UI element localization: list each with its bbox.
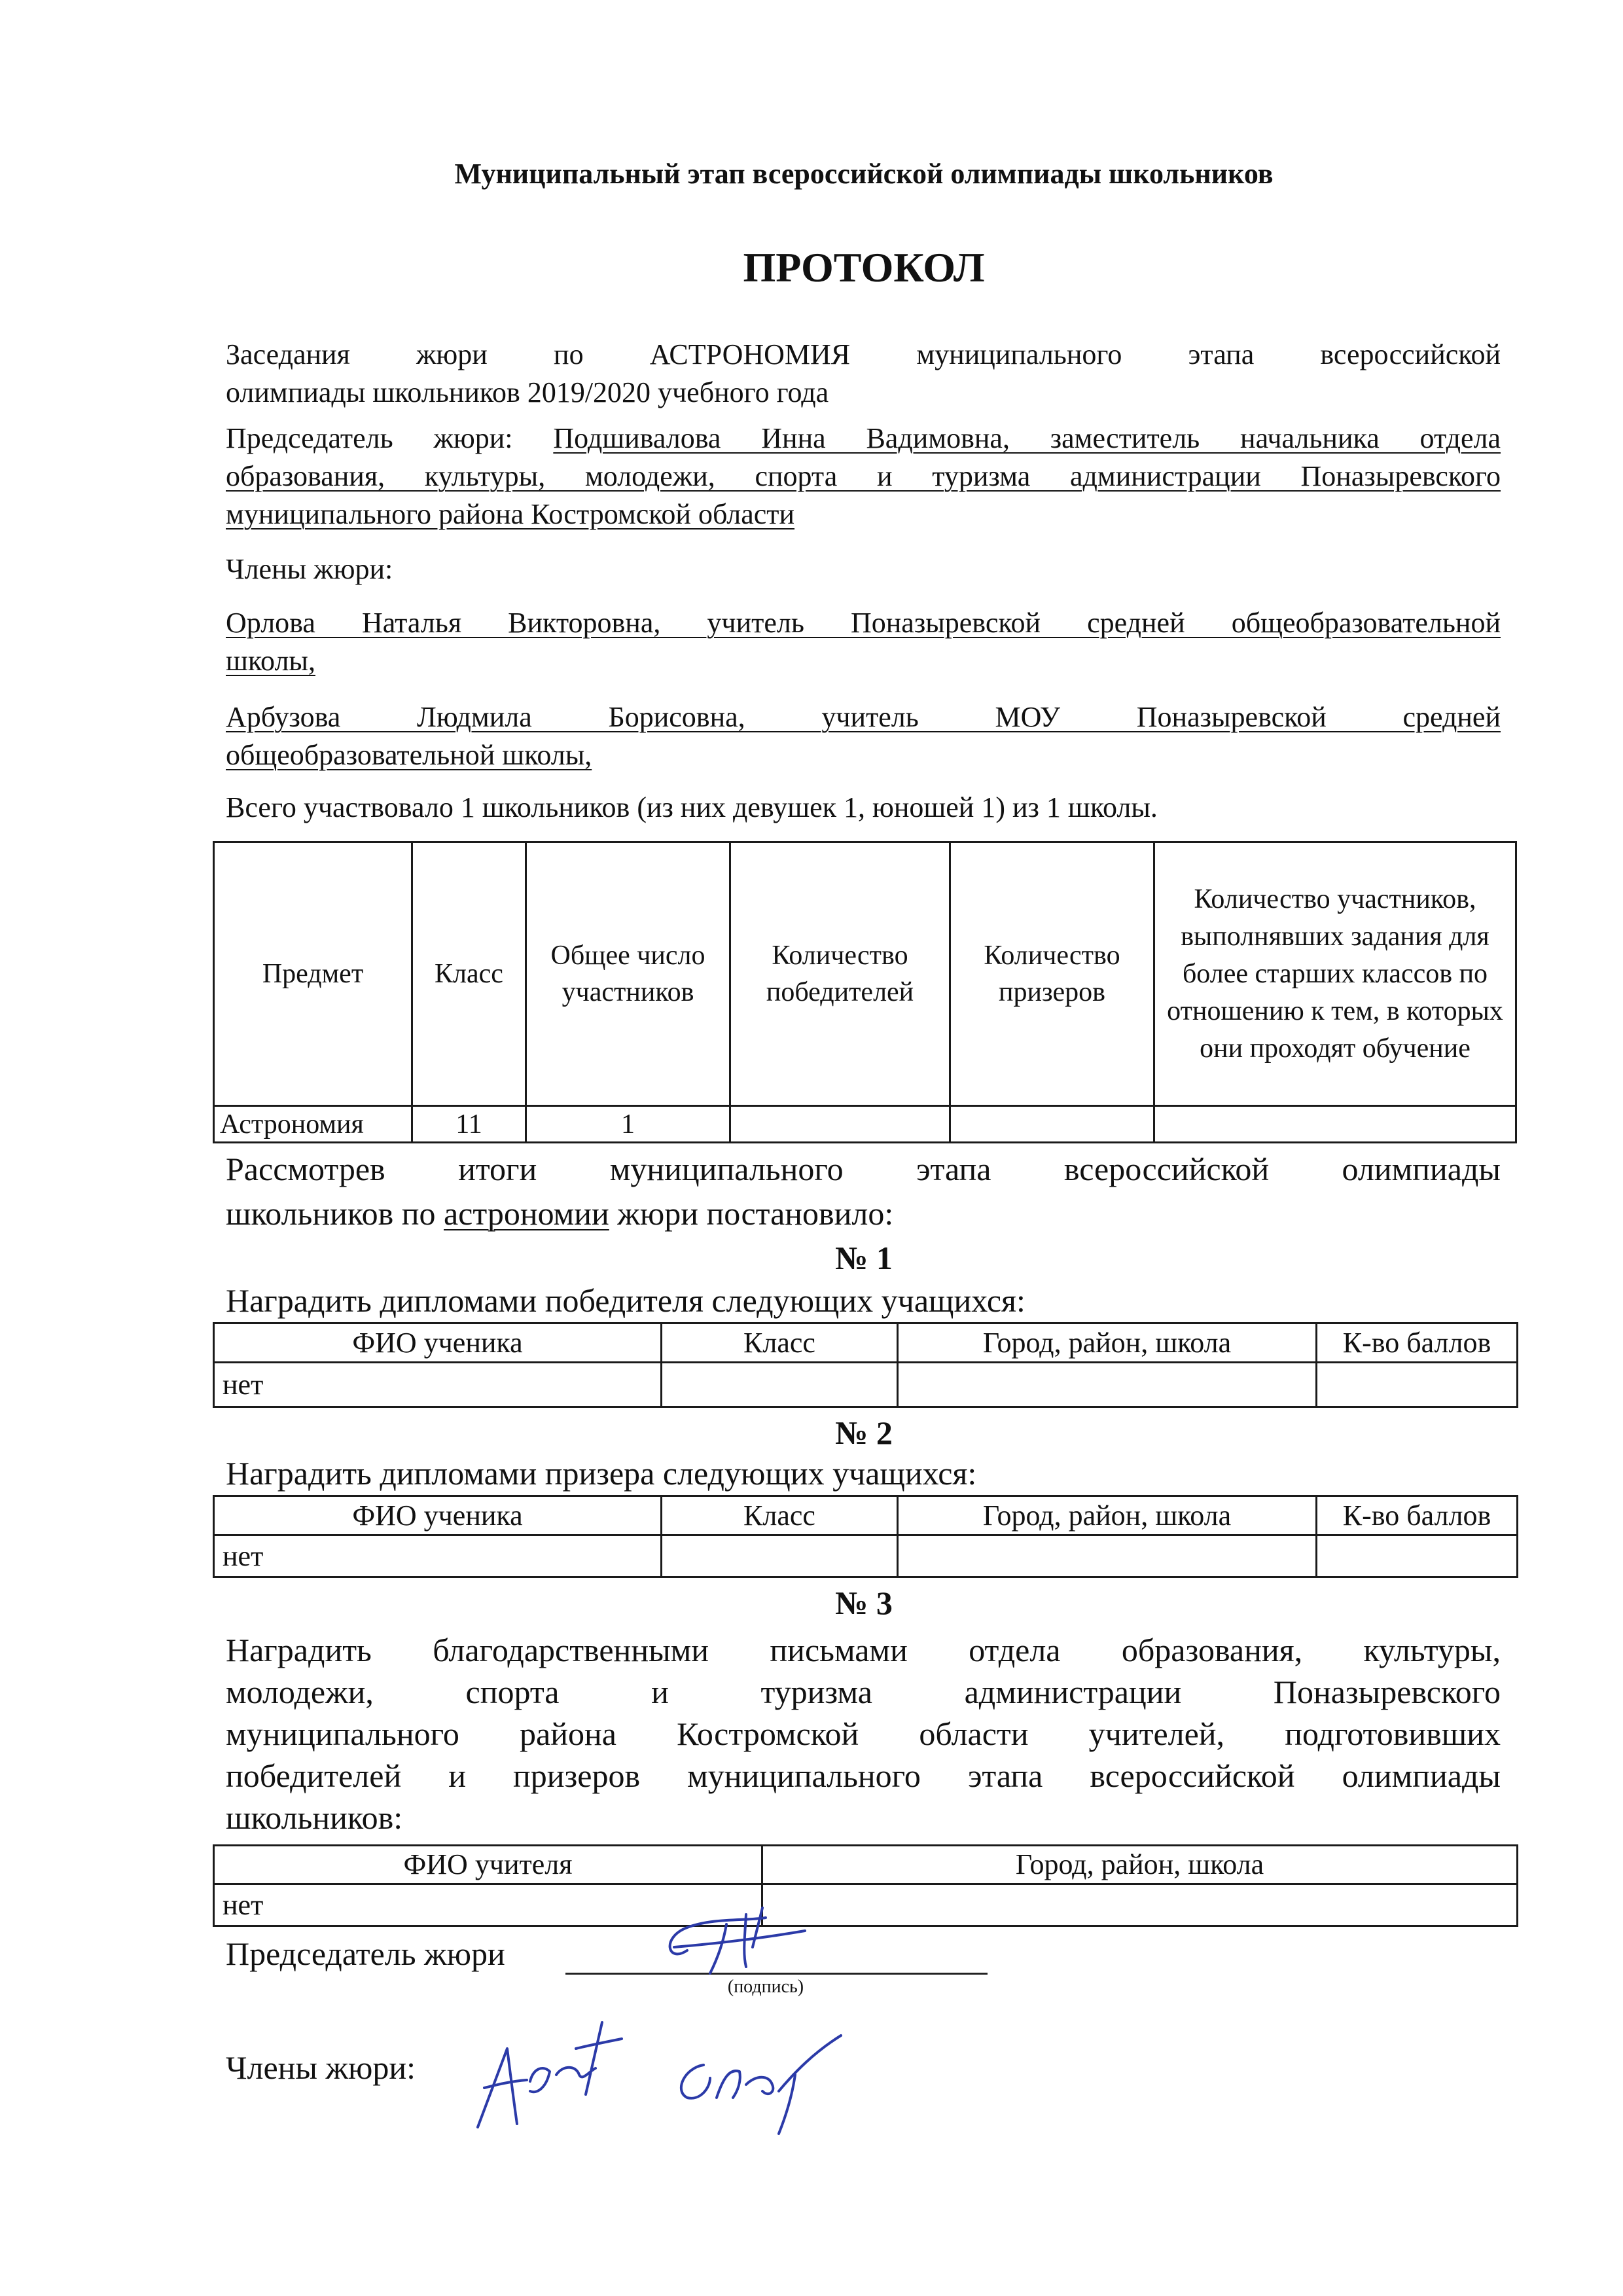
- chair-name: Подшивалова Инна Вадимовна, заместитель начальника отдела: [553, 422, 1501, 454]
- summary-cell-winners: [730, 1106, 950, 1143]
- summary-cell-grade: 11: [412, 1106, 526, 1143]
- member-signature-2: [664, 2026, 861, 2137]
- member-1-line-2: школы,: [226, 645, 315, 677]
- summary-header-subject: Предмет: [214, 842, 412, 1106]
- members-label: Члены жюри:: [226, 553, 393, 585]
- chair-line-3: муниципального района Костромской области: [226, 498, 795, 530]
- member-1-line-1: Орлова Наталья Викторовна, учитель Поназыревской средней общеобразовательной: [226, 607, 1501, 639]
- signature-caption: (подпись): [727, 1977, 804, 1997]
- prizewinners-header-grade: Класс: [662, 1496, 898, 1535]
- decision-prefix: школьников по: [226, 1195, 444, 1232]
- decision-line-1: Рассмотрев итоги муниципального этапа всероссийской олимпиады: [226, 1151, 1501, 1187]
- teachers-cell-name: нет: [214, 1884, 762, 1926]
- summary-cell-subject: Астрономия: [214, 1106, 412, 1143]
- chair-line-2: образования, культуры, молодежи, спорта и туризма администрации Поназыревского: [226, 460, 1501, 492]
- section-2-number: № 2: [835, 1414, 893, 1451]
- winners-cell-name: нет: [214, 1363, 662, 1407]
- summary-header-prizewinners: Количество призеров: [950, 842, 1154, 1106]
- prizewinners-table: [213, 1495, 1518, 1578]
- chair-line-1: [226, 422, 1501, 455]
- winners-table: [213, 1322, 1518, 1408]
- member-2-line-2: общеобразовательной школы,: [226, 739, 592, 771]
- winners-header-name: ФИО ученика: [214, 1323, 662, 1363]
- section-2-text: Наградить дипломами призера следующих учащихся:: [226, 1455, 977, 1492]
- section-3-line-1: Наградить благодарственными письмами отдела образования, культуры,: [226, 1632, 1501, 1668]
- summary-header-advanced: Количество участников, выполнявших задания для более старших классов по отношению к тем, в которых они проходят обучение: [1154, 842, 1516, 1106]
- section-3-line-3: муниципального района Костромской области учителей, подготовивших: [226, 1715, 1501, 1752]
- winners-cell-score: [1317, 1363, 1518, 1407]
- document-title: ПРОТОКОЛ: [743, 244, 985, 291]
- winners-header-grade: Класс: [662, 1323, 898, 1363]
- summary-table: [213, 841, 1517, 1143]
- winners-cell-grade: [662, 1363, 898, 1407]
- winners-header-score: К-во баллов: [1317, 1323, 1518, 1363]
- summary-cell-prizewinners: [950, 1106, 1154, 1143]
- summary-cell-total: 1: [526, 1106, 730, 1143]
- member-2-line-1: Арбузова Людмила Борисовна, учитель МОУ Поназыревской средней: [226, 701, 1501, 733]
- section-1-number: № 1: [835, 1240, 893, 1276]
- prizewinners-header-name: ФИО ученика: [214, 1496, 662, 1535]
- prizewinners-cell-score: [1317, 1535, 1518, 1577]
- decision-subject: астрономии: [443, 1195, 609, 1232]
- member-signature-1: [458, 2009, 628, 2140]
- decision-suffix: жюри постановило:: [609, 1195, 894, 1232]
- participation-summary: Всего участвовало 1 школьников (из них девушек 1, юношей 1) из 1 школы.: [226, 791, 1158, 823]
- section-3-number: № 3: [835, 1585, 893, 1621]
- session-line-1: Заседания жюри по АСТРОНОМИЯ муниципального этапа всероссийской: [226, 338, 1501, 370]
- prizewinners-header-school: Город, район, школа: [898, 1496, 1317, 1535]
- session-line-2: олимпиады школьников 2019/2020 учебного года: [226, 376, 829, 408]
- summary-header-grade: Класс: [412, 842, 526, 1106]
- teachers-cell-school: [762, 1884, 1518, 1926]
- prizewinners-cell-school: [898, 1535, 1317, 1577]
- summary-header-total: Общее число участников: [526, 842, 730, 1106]
- prizewinners-cell-grade: [662, 1535, 898, 1577]
- prizewinners-cell-name: нет: [214, 1535, 662, 1577]
- chair-signature-label: Председатель жюри: [226, 1935, 505, 1972]
- summary-header-winners: Количество победителей: [730, 842, 950, 1106]
- decision-line-2: [226, 1194, 893, 1232]
- teachers-header-name: ФИО учителя: [214, 1846, 762, 1884]
- winners-header-school: Город, район, школа: [898, 1323, 1317, 1363]
- teachers-table: [213, 1844, 1518, 1927]
- summary-cell-advanced: [1154, 1106, 1516, 1143]
- prizewinners-header-score: К-во баллов: [1317, 1496, 1518, 1535]
- winners-cell-school: [898, 1363, 1317, 1407]
- chair-signature: [648, 1898, 818, 1983]
- members-signature-label: Члены жюри:: [226, 2049, 416, 2086]
- chair-label: Председатель жюри:: [226, 422, 513, 454]
- section-1-text: Наградить дипломами победителя следующих учащихся:: [226, 1282, 1026, 1319]
- section-3-line-5: школьников:: [226, 1799, 403, 1836]
- header: Муниципальный этап всероссийской олимпиады школьников: [454, 158, 1274, 190]
- teachers-header-school: Город, район, школа: [762, 1846, 1518, 1884]
- section-3-line-4: победителей и призеров муниципального этапа всероссийской олимпиады: [226, 1757, 1501, 1794]
- section-3-line-2: молодежи, спорта и туризма администрации Поназыревского: [226, 1674, 1501, 1710]
